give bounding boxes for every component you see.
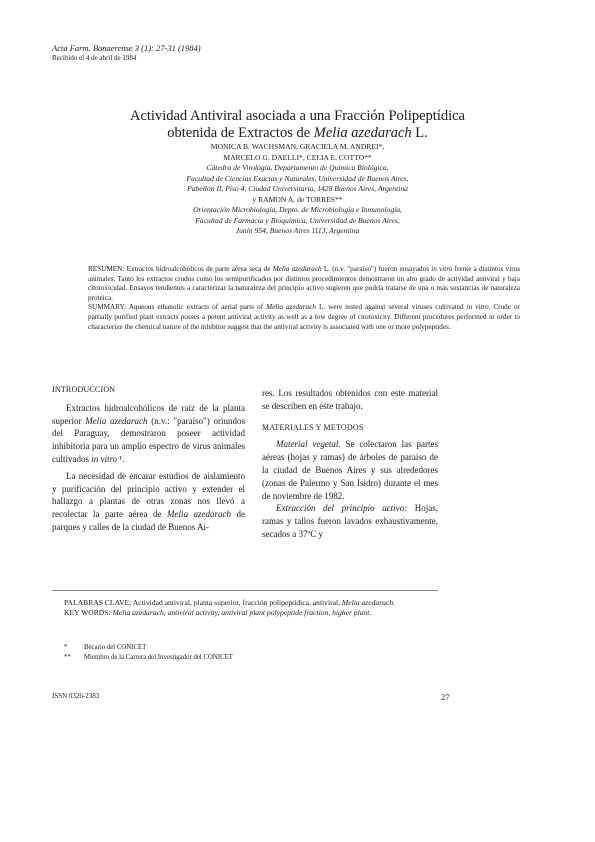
authors-line-1: MONICA B. WACHSMAN, GRACIELA M. ANDREI*, <box>210 142 385 151</box>
resumen-text-a: RESUMEN: Extractos hidroalcohólicos de parte aérea seca de <box>88 265 273 273</box>
affiliation-1-line-3: Pabellón II, Piso 4, Ciudad Universitaria, 1428 Buenos Aires, Argentina <box>187 184 408 193</box>
resumen-text-c: frente a distintos virus animales. Tanto los extractos crudos como los semipurificados por distintos procedimientos demostraron un alto grado de actividad antiviral y baja citotoxicidad. Ensayos tendientes a caracterizar la naturaleza del principio activo sugieren que podría tratarse de una o más sustancias de naturaleza proteica. <box>88 265 521 302</box>
left-column <box>52 384 245 534</box>
page-number: 27 <box>441 692 450 702</box>
footnote-1-text: Becario del CONICET <box>84 644 147 651</box>
material-vegetal-paragraph <box>262 438 438 502</box>
summary <box>88 303 520 332</box>
keywords-block <box>64 598 444 619</box>
affiliation-1-line-2: Facultad de Ciencias Exactas y Naturales, Universidad de Buenos Aires, <box>186 173 409 183</box>
palabras-clave <box>64 598 444 608</box>
resumen-text-b: L. (n.v. "paraíso") fueron ensayados <box>321 265 432 273</box>
summary-invitro: in vitro <box>466 303 489 312</box>
footnotes <box>64 643 444 663</box>
author-block <box>0 142 595 237</box>
intro-p1-text-c: ¹. <box>117 453 125 464</box>
key-words <box>64 608 444 618</box>
summary-text-a: SUMMARY: Aqueous ethanolic extracts of aerial parts of <box>88 303 267 312</box>
extraccion-text: Hojas, ramas y tallos fueron lavados exhaustivamente, secados a 37ºC y <box>262 503 439 539</box>
affiliation-2-line-1: Orientación Microbiología, Depto. de Microbiología e Inmunología, <box>193 205 402 214</box>
title-line-2-post: L. <box>411 125 428 141</box>
results-continuation: res. Los resultados obtenidos con este material se describen en este trabajo. <box>262 388 438 411</box>
footnote-2-mark: ** <box>64 654 71 661</box>
intro-p1-text-a: Extractos hidroalcohólicos de raíz de la planta superior <box>52 402 245 426</box>
summary-text-c: . Crude or partially purified plant extracts posses a potent antiviral activity as well as a low degree of citotoxicity. Different procedures performed in order to characterize the chemical nature of the inhibitor suggest that the antiviral activity is associated with one or more polypeptides. <box>88 303 520 331</box>
resumen-species: Melia azedarach <box>272 265 322 273</box>
intro-p1-species: Melia azedarach <box>85 415 148 426</box>
section-heading-introduccion: INTRODUCCION <box>52 385 116 394</box>
summary-species: Melia azedarach <box>266 303 316 312</box>
affiliation-1-line-1: Cátedra de Virología, Departamento de Química Biológica, <box>206 163 389 172</box>
resumen <box>88 265 520 303</box>
key-words-text: Melia azedarach, antiviral activity, antiviral plant polypeptide fraction, higher plant. <box>110 608 372 618</box>
intro-p2-text-a: La necesidad de encarar estudios de aislamiento y purificación del principio activo y extender el hallazgo a plantas de otras zonas nos llevó a recolectar la parte aérea de <box>52 470 245 520</box>
section-heading-materiales: MATERIALES Y METODOS <box>262 422 364 432</box>
keywords-divider <box>52 590 438 591</box>
footnote-1 <box>64 643 444 653</box>
title-species: Melia azedarach <box>313 125 412 141</box>
intro-p1-text-b: (n.v.: "paraíso") oriundos del Paraguay, demostraron poseer actividad inhibitoria para un amplio espectro de virus animales cultivados <box>52 415 245 464</box>
subheading-extraccion: Extracción del principio activo: <box>276 503 408 514</box>
palabras-clave-text: Actividad antiviral, planta superior, fracción polipeptídica, antiviral, <box>131 598 342 607</box>
abstract-block <box>88 265 520 332</box>
summary-text-b: L. were tested against several viruses cultivated <box>315 303 467 312</box>
title-line-2 <box>0 125 595 142</box>
intro-paragraph-1 <box>52 402 245 466</box>
authors-line-3: y RAMON A. de TORRES** <box>252 194 343 204</box>
extraccion-paragraph <box>262 502 438 540</box>
title-line-1: Actividad Antiviral asociada a una Fracción Polipeptídica <box>129 108 465 124</box>
palabras-clave-label: PALABRAS CLAVE: <box>64 598 132 607</box>
affiliation-2-line-3: Junín 954, Buenos Aires 1113, Argentina <box>235 226 360 235</box>
paper-title <box>0 108 595 142</box>
affiliation-2-line-2: Facultad de Farmacia y Bioquímica, Universidad de Buenos Aires, <box>195 215 400 225</box>
material-vegetal-text: Se colectaron las partes aéreas (hojas y ramas) de árboles de paraíso de la ciudad de Buenos Aires y sus alrededores (zonas de Palermo y San Isidro) durante el mes de noviembre de 1982. <box>262 439 438 501</box>
resumen-invitro: in vitro <box>431 265 453 273</box>
right-column <box>262 387 438 541</box>
subheading-material-vegetal: Material vegetal. <box>276 439 341 450</box>
issn: ISSN 0326-2383 <box>52 692 100 700</box>
intro-p2-text-b: de parques y calles de la ciudad de Buenos Ai- <box>52 509 245 532</box>
footnote-2 <box>64 653 444 663</box>
footnote-1-mark: * <box>64 644 68 651</box>
palabras-clave-species: Melia azedarach. <box>341 598 396 607</box>
intro-p1-invitro: in vitro <box>91 453 118 464</box>
intro-paragraph-2 <box>52 470 245 534</box>
footnote-2-text: Miembro de la Carrera del Investigador del CONICET <box>84 654 233 661</box>
intro-p2-species: Melia azedarach <box>166 509 231 520</box>
key-words-label: KEY WORDS: <box>64 608 111 618</box>
title-line-2-pre: obtenida de Extractos de <box>167 125 314 141</box>
journal-citation: Acta Farm. Bonaerense 3 (1): 27-31 (1984) <box>52 43 201 53</box>
authors-line-2: MARCELO G. DAELLI*, CELIA E. COTTO** <box>223 152 372 162</box>
received-date: Recibido el 4 de abril de 1984 <box>52 54 137 62</box>
